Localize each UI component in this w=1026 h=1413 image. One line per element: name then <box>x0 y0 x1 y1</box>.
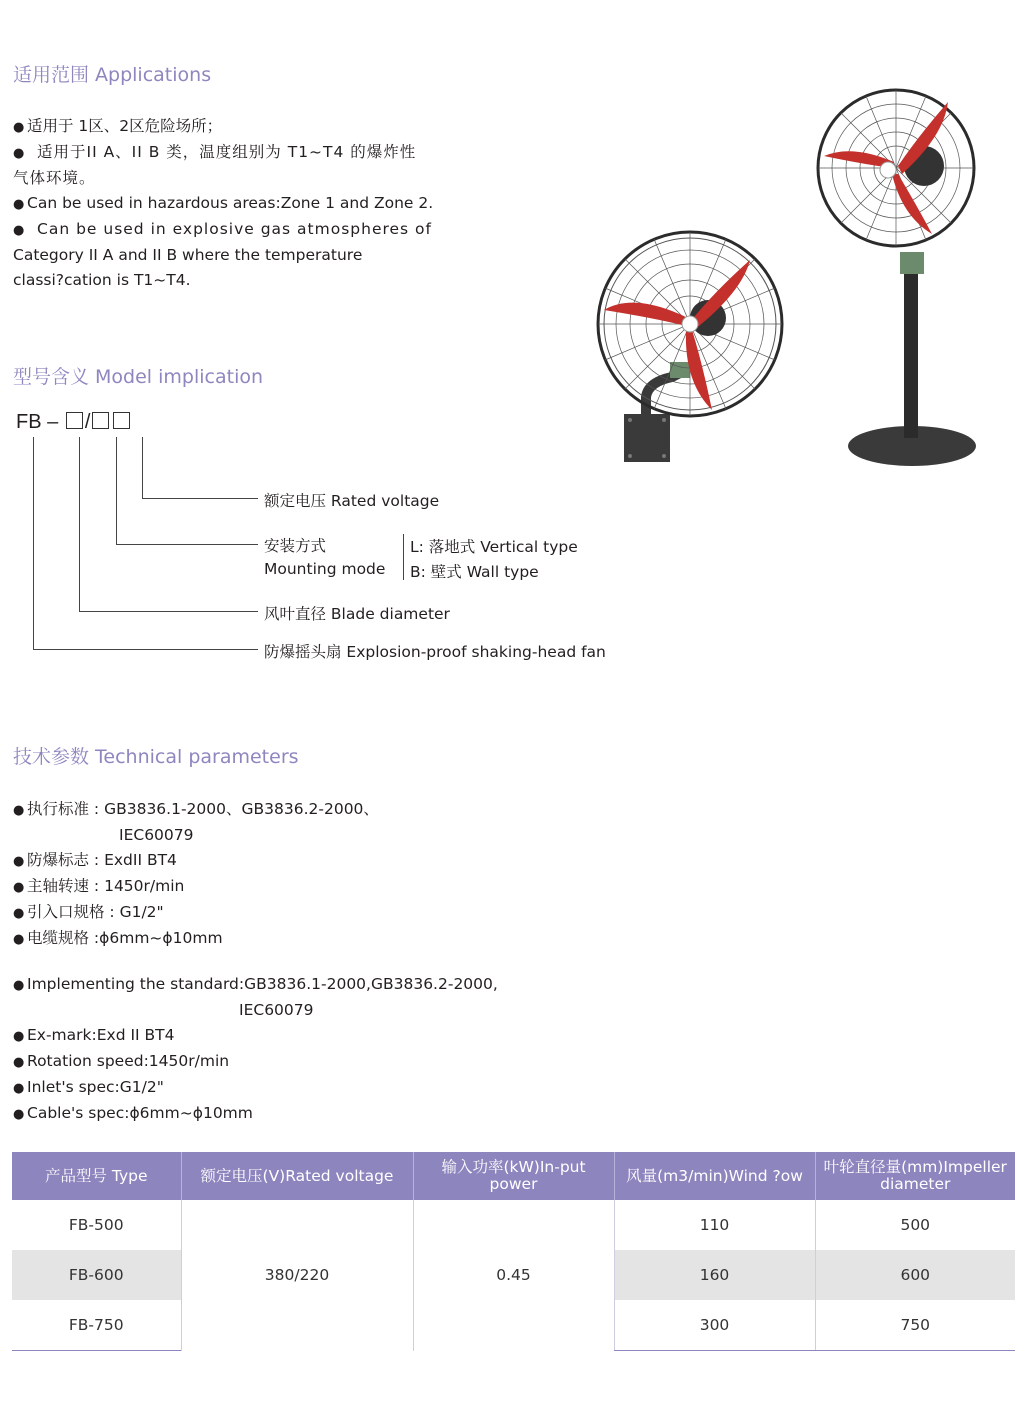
mounting-cn-label: 安装方式 <box>264 537 327 555</box>
bracket-line <box>403 534 404 580</box>
wall-type-label: B: 壁式 Wall type <box>410 563 539 581</box>
list-item: ● Inlet's spec:G1/2" <box>13 1078 164 1096</box>
list-item: ● Implementing the standard:GB3836.1-2000,GB3836.2-2000, <box>13 975 498 993</box>
list-item: ● 电缆规格 :ϕ6mm~ϕ10mm <box>13 929 223 947</box>
connector-line <box>79 611 258 612</box>
table-header-row <box>12 1152 1015 1200</box>
cell-voltage: 380/220 <box>181 1200 413 1351</box>
code-box-voltage <box>113 412 130 429</box>
cell-wind: 160 <box>614 1250 815 1300</box>
parameters-table <box>12 1152 1015 1351</box>
code-box-mounting <box>92 412 109 429</box>
applications-title: 适用范围 Applications <box>13 64 212 86</box>
cell-type: FB-600 <box>12 1250 181 1300</box>
list-item: ● 主轴转速 : 1450r/min <box>13 877 185 895</box>
list-item-continuation: IEC60079 <box>119 826 194 844</box>
list-item: ● Rotation speed:1450r/min <box>13 1052 230 1070</box>
list-item-continuation: 气体环境。 <box>13 169 96 187</box>
list-item-continuation: Category II A and II B where the temperature <box>13 246 363 264</box>
applications-list <box>13 114 433 293</box>
technical-cn-list <box>13 797 379 952</box>
connector-line <box>142 498 258 499</box>
list-item: ● 引入口规格 : G1/2" <box>13 903 164 921</box>
fan-type-label: 防爆摇头扇 Explosion-proof shaking-head fan <box>264 643 606 661</box>
list-item: ● Ex-mark:Exd II BT4 <box>13 1026 175 1044</box>
list-item: ● 执行标准 : GB3836.1-2000、GB3836.2-2000、 <box>13 800 379 818</box>
cell-wind: 300 <box>614 1300 815 1351</box>
header-voltage: 额定电压(V)Rated voltage <box>181 1152 413 1200</box>
list-item: ● Cable's spec:ϕ6mm~ϕ10mm <box>13 1104 253 1122</box>
model-title: 型号含义 Model implication <box>13 366 264 388</box>
cell-diameter: 600 <box>815 1250 1015 1300</box>
cell-type: FB-500 <box>68 1216 124 1234</box>
connector-line <box>79 437 80 612</box>
blade-diameter-label: 风叶直径 Blade diameter <box>264 605 450 623</box>
connector-line <box>33 649 258 650</box>
technical-en-list <box>13 972 498 1127</box>
cell-diameter: 750 <box>815 1300 1015 1351</box>
list-item-continuation: classi?cation is T1~T4. <box>13 271 191 289</box>
technical-title: 技术参数 Technical parameters <box>13 746 299 768</box>
connector-line <box>33 437 34 650</box>
model-code: FB – / <box>16 411 132 434</box>
rated-voltage-label: 额定电压 Rated voltage <box>264 492 440 510</box>
cell-power: 0.45 <box>413 1200 614 1351</box>
cell-type: FB-750 <box>12 1300 181 1351</box>
cell-wind: 110 <box>614 1200 815 1250</box>
header-power: 输入功率(kW)In-put power <box>413 1152 614 1200</box>
wall-fan-image <box>594 222 790 464</box>
code-box-diameter <box>66 412 83 429</box>
floor-fan-image <box>816 84 981 468</box>
table-row <box>12 1200 1015 1250</box>
vertical-type-label: L: 落地式 Vertical type <box>410 538 578 556</box>
list-item: ● Can be used in hazardous areas:Zone 1 and Zone 2. <box>13 194 434 212</box>
connector-line <box>116 544 258 545</box>
list-item-continuation: IEC60079 <box>239 1001 314 1019</box>
header-diameter: 叶轮直径量(mm)Impeller diameter <box>815 1152 1015 1200</box>
connector-line <box>116 437 117 545</box>
list-item: ● 适用于II A、II B 类，温度组别为 T1~T4 的爆炸性 <box>13 143 417 161</box>
list-item: ● 适用于 1区、2区危险场所； <box>13 117 223 135</box>
header-type: 产品型号 Type <box>12 1152 181 1200</box>
connector-line <box>142 437 143 499</box>
list-item: ● 防爆标志 : ExdII BT4 <box>13 851 177 869</box>
list-item: ● Can be used in explosive gas atmospheres of <box>13 220 432 238</box>
header-wind-flow: 风量(m3/min)Wind ?ow <box>614 1152 815 1200</box>
cell-diameter: 500 <box>815 1200 1015 1250</box>
mounting-en-label: Mounting mode <box>264 560 386 578</box>
